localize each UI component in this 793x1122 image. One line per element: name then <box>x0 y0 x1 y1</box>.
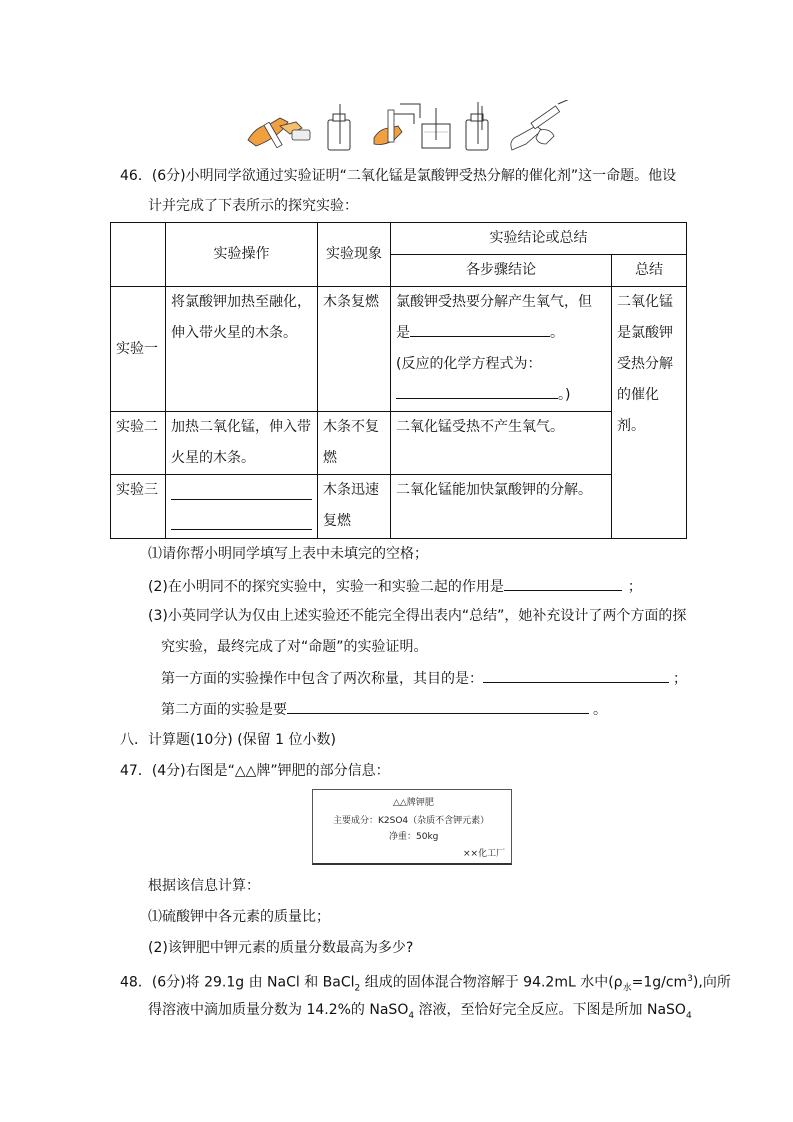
q47-sub1: ⑴硫酸钾中各元素的质量比； <box>148 909 330 925</box>
row2-phenomenon: 木条不复燃 <box>318 412 391 475</box>
row1-blank-1[interactable] <box>410 322 550 337</box>
header-phenomenon: 实验现象 <box>318 223 391 287</box>
q46-sub3b: 究实验，最终完成了对“命题”的实验证明。 <box>161 639 428 655</box>
q48-line2 <box>148 1000 692 1026</box>
section-8-heading: 八．计算题(10分) (保留 1 位小数) <box>120 732 336 748</box>
q48-l2-b: 溶液，至恰好完全反应。下图是所加 NaSO <box>414 1002 686 1018</box>
hand-tube-icon <box>248 118 310 148</box>
row1-phenomenon: 木条复燃 <box>318 287 391 412</box>
row3-operation <box>166 475 318 539</box>
row3-blank-1[interactable] <box>171 477 312 500</box>
q46-sub2-text: (2)在小明同不的探究实验中，实验一和实验二起的作用是 <box>148 579 504 595</box>
row1-c2-end: 。 <box>550 325 564 341</box>
apparatus-illustration <box>240 100 580 156</box>
label-main-ingredient: 主要成分：K2SO4（杂质不含钾元素） <box>333 816 490 826</box>
header-conclusion: 实验结论或总结 <box>391 223 687 255</box>
label-net-weight: 净重：50kg <box>389 832 439 842</box>
row1-conclusion-line3: (反应的化学方程式为： <box>396 356 542 372</box>
row1-operation: 将氯酸钾加热至融化，伸入带火星的木条。 <box>166 287 318 412</box>
table-corner-cell <box>111 223 166 287</box>
q46-sub1: ⑴请你帮小明同学填写上表中未填完的空格； <box>148 546 428 562</box>
experiment-table <box>110 222 687 539</box>
header-summary: 总结 <box>612 255 687 287</box>
q48-l1-d: ),向所 <box>692 974 731 991</box>
q48-l2-sub4b: 4 <box>685 1010 692 1021</box>
header-step-conclusion: 各步骤结论 <box>391 255 612 287</box>
q47-sub2: (2)该钾肥中钾元素的质量分数最高为多少? <box>148 940 414 956</box>
label-factory: ××化工厂 <box>463 849 506 859</box>
q46-sub2 <box>148 576 642 597</box>
header-operation: 实验操作 <box>166 223 318 287</box>
q48-l1-c: =1g/cm <box>631 974 688 991</box>
q48-l2-sub4a: 4 <box>408 1010 415 1021</box>
fertilizer-label-box <box>312 789 512 865</box>
q46-sub2-blank[interactable] <box>504 576 622 591</box>
label-title: △△牌钾肥 <box>393 798 434 808</box>
q46-sub3a: (3)小英同学认为仅由上述实验还不能完全得出表内“总结”，她补充设计了两个方面的探 <box>148 608 687 624</box>
q46-sub3c-end: ； <box>673 671 687 687</box>
q46-sub3d-end: 。 <box>593 702 607 718</box>
q46-line2: 计并完成了下表所示的探究实验： <box>148 198 358 214</box>
gas-bottle-icon <box>328 104 350 150</box>
q46-sub3c-text: 第一方面的实验操作中包含了两次称量，其目的是： <box>161 671 483 687</box>
summary-cell: 二氧化锰是氯酸钾受热分解的催化剂。 <box>612 287 687 539</box>
q48-l1-sub2: 2 <box>354 983 361 994</box>
row1-name: 实验一 <box>111 287 166 412</box>
row2-conclusion: 二氧化锰受热不产生氧气。 <box>391 412 612 475</box>
row2-name: 实验二 <box>111 412 166 475</box>
heating-apparatus-icon <box>374 104 420 145</box>
q48-l1-a: 48．(6分)将 29.1g 由 NaCl 和 BaCl <box>120 974 355 991</box>
row1-c2-text: 是 <box>396 325 410 341</box>
beaker-icon <box>422 108 450 148</box>
q46-sub3c <box>161 668 687 689</box>
row3-blank-2[interactable] <box>171 507 312 530</box>
q47-line1: 47．(4分)右图是“△△牌”钾肥的部分信息： <box>120 763 390 779</box>
row1-conclusion <box>391 287 612 412</box>
q48-l1-sup3: 3 <box>687 974 693 984</box>
q48-l2-a: 得溶液中滴加质量分数为 14.2%的 NaSO <box>148 1002 409 1018</box>
q46-sub3d-blank[interactable] <box>287 699 589 714</box>
row1-c4-end: 。) <box>558 387 571 403</box>
row1-conclusion-line2 <box>396 318 606 349</box>
q46-sub3d-text: 第二方面的实验是要 <box>161 702 287 718</box>
q48-l1-rho-sub: 水 <box>622 983 632 994</box>
row1-conclusion-line1: 氯酸钾受热要分解产生氧气，但 <box>396 294 592 310</box>
row1-blank-equation[interactable] <box>396 384 558 399</box>
q46-sub2-end: ； <box>627 579 642 595</box>
row3-conclusion: 二氧化锰能加快氯酸钾的分解。 <box>391 475 612 539</box>
q46-sub3c-blank[interactable] <box>483 668 669 683</box>
q46-sub3d <box>161 699 607 720</box>
row3-name: 实验三 <box>111 475 166 539</box>
row3-phenomenon: 木条迅速复燃 <box>318 475 391 539</box>
hand-syringe-icon <box>511 100 572 150</box>
row2-operation: 加热二氧化锰，伸入带火星的木条。 <box>166 412 318 475</box>
q48-line1 <box>120 969 731 998</box>
q47-intro: 根据该信息计算： <box>148 878 260 894</box>
row1-conclusion-line4 <box>396 380 606 411</box>
q46-line1: 46．(6分)小明同学欲通过实验证明“二氧化锰是氯酸钾受热分解的催化剂”这一命题。他设 <box>120 168 677 184</box>
gas-bottle-icon <box>466 102 488 150</box>
q48-l1-b: 组成的固体混合物溶解于 94.2mL 水中(ρ <box>360 974 623 991</box>
